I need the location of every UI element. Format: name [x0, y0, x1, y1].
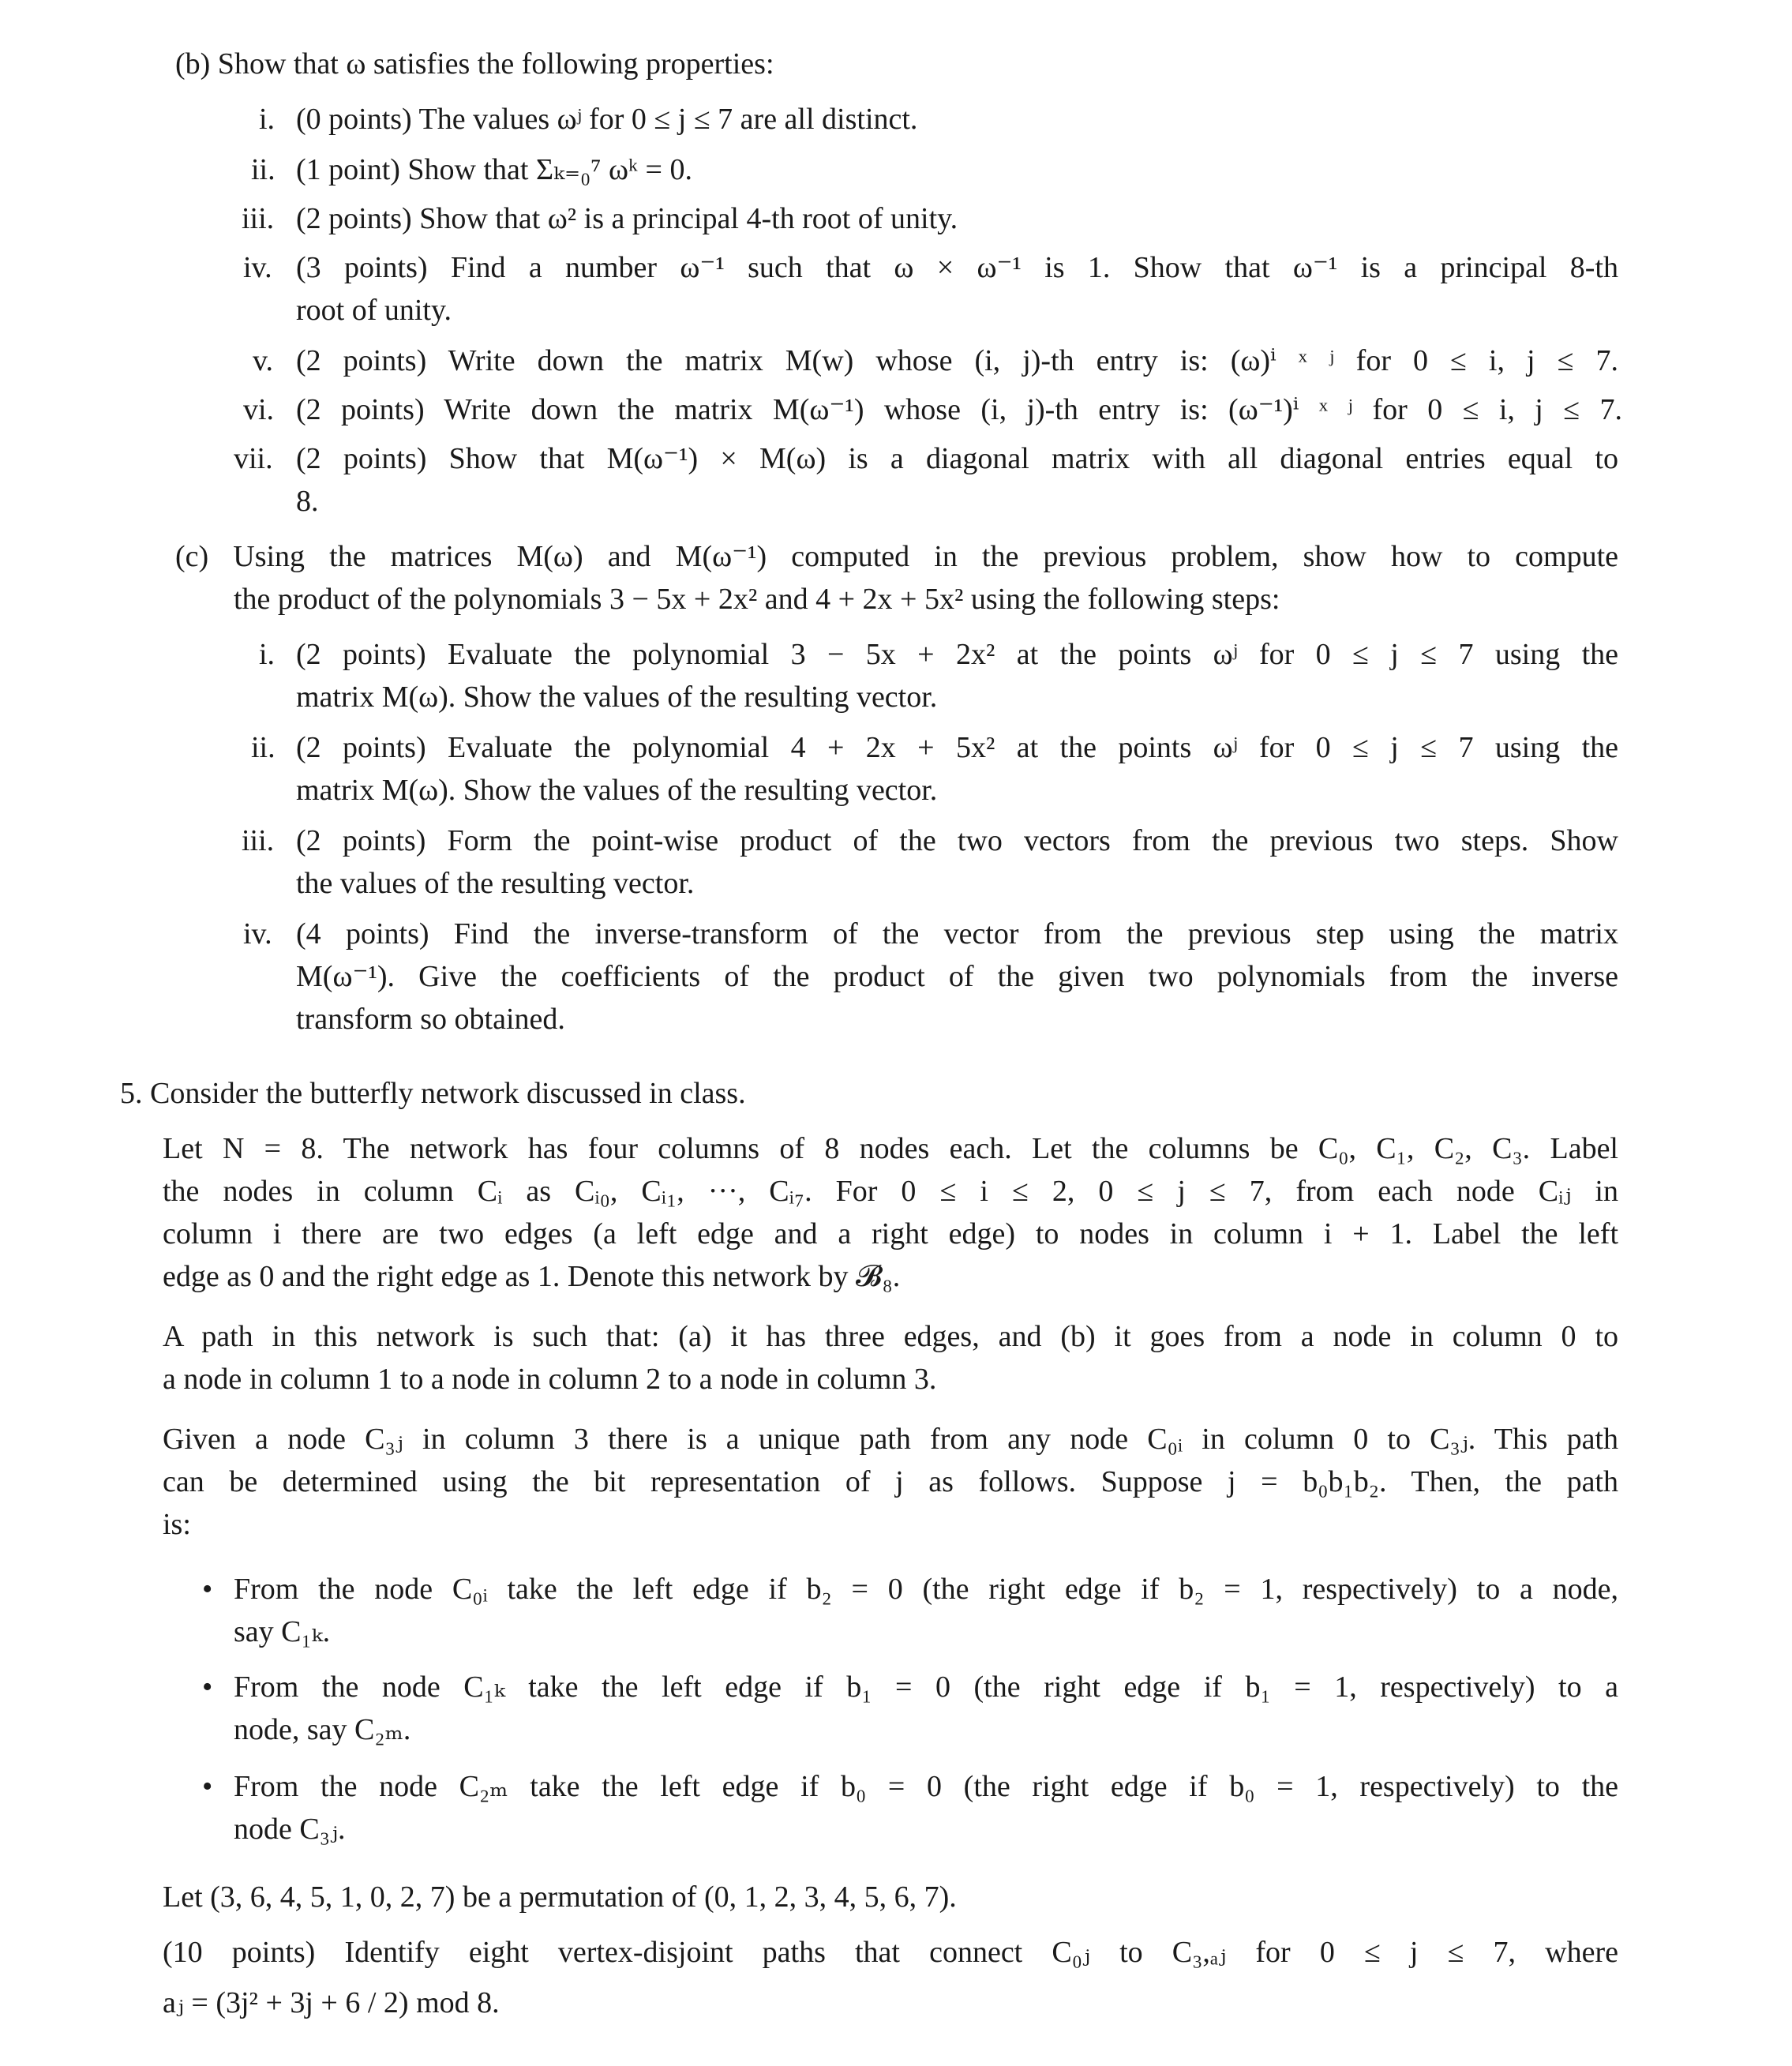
item-number: i. — [259, 103, 276, 136]
item-number: iv. — [243, 251, 272, 284]
bullet-marker: • — [202, 1670, 213, 1704]
item-text: (2 points) Write down the matrix M(w) whose (i, j)-th entry is: (ω)ⁱ ˣ ʲ for 0 ≤ i, j ≤ 7. — [296, 344, 1618, 377]
paragraph-line: Let N = 8. The network has four columns of 8 nodes each. Let the columns be C₀, C₁, C₂, C₃. Label — [163, 1132, 1618, 1165]
item-text: (2 points) Form the point-wise product of the two vectors from the previous two steps. Show — [296, 824, 1618, 857]
item-text: (3 points) Find a number ω⁻¹ such that ω × ω⁻¹ is 1. Show that ω⁻¹ is a principal 8-th — [296, 251, 1618, 284]
item-number: vi. — [243, 393, 275, 426]
bullet-text-continued: say C₁ₖ. — [234, 1615, 331, 1648]
paragraph-line: edge as 0 and the right edge as 1. Denote this network by 𝓑₈. — [163, 1260, 901, 1293]
item-text-continued: matrix M(ω). Show the values of the resulting vector. — [296, 681, 938, 714]
item-text-continued: root of unity. — [296, 294, 452, 327]
item-text: (1 point) Show that Σₖ₌₀⁷ ωᵏ = 0. — [296, 153, 692, 186]
paragraph-line: A path in this network is such that: (a) it has three edges, and (b) it goes from a node in column 0 to — [163, 1320, 1618, 1353]
bullet-marker: • — [202, 1573, 213, 1606]
item-number: iv. — [243, 917, 272, 951]
section-c-intro-continued: the product of the polynomials 3 − 5x + 2x² and 4 + 2x + 5x² using the following steps: — [234, 583, 1280, 616]
paragraph-line: (10 points) Identify eight vertex-disjoint paths that connect C₀ⱼ to C₃,ₐⱼ for 0 ≤ j ≤ 7, where — [163, 1936, 1618, 1969]
paragraph-line: Given a node C₃ⱼ in column 3 there is a unique path from any node C₀ᵢ in column 0 to C₃ⱼ. This path — [163, 1423, 1618, 1456]
item-text: (2 points) Evaluate the polynomial 3 − 5x + 2x² at the points ωʲ for 0 ≤ j ≤ 7 using the — [296, 638, 1618, 671]
item-number: v. — [253, 344, 274, 377]
bullet-marker: • — [202, 1770, 213, 1803]
item-text-continued: the values of the resulting vector. — [296, 867, 695, 900]
item-text: (4 points) Find the inverse-transform of the vector from the previous step using the matrix — [296, 917, 1618, 951]
paragraph-line: aⱼ = (3j² + 3j + 6 / 2) mod 8. — [163, 1986, 500, 2019]
paragraph-line: can be determined using the bit representation of j as follows. Suppose j = b₀b₁b₂. Then, the path — [163, 1465, 1618, 1498]
item-text: (2 points) Show that M(ω⁻¹) × M(ω) is a diagonal matrix with all diagonal entries equal to — [296, 442, 1618, 475]
paragraph-line: column i there are two edges (a left edge and a right edge) to nodes in column i + 1. Label the left — [163, 1217, 1618, 1250]
paragraph-line: the nodes in column Cᵢ as Cᵢ₀, Cᵢ₁, ···, Cᵢ₇. For 0 ≤ i ≤ 2, 0 ≤ j ≤ 7, from each node Cᵢⱼ in — [163, 1175, 1618, 1208]
item-text: (2 points) Show that ω² is a principal 4-th root of unity. — [296, 202, 958, 235]
item-number: i. — [259, 638, 276, 671]
paragraph-line: is: — [163, 1508, 191, 1541]
bullet-text: From the node C₁ₖ take the left edge if b₁ = 0 (the right edge if b₁ = 1, respectively) to a — [234, 1670, 1618, 1704]
bullet-text-continued: node, say C₂ₘ. — [234, 1713, 411, 1746]
item-number: ii. — [251, 731, 276, 764]
item-number: iii. — [242, 202, 275, 235]
bullet-text: From the node C₂ₘ take the left edge if b₀ = 0 (the right edge if b₀ = 1, respectively) to the — [234, 1770, 1618, 1803]
item-text-continued: M(ω⁻¹). Give the coefficients of the product of the given two polynomials from the inverse — [296, 960, 1618, 993]
item-text: (0 points) The values ωʲ for 0 ≤ j ≤ 7 are all distinct. — [296, 103, 918, 136]
bullet-text: From the node C₀ᵢ take the left edge if b₂ = 0 (the right edge if b₂ = 1, respectively) to a node, — [234, 1573, 1618, 1606]
paragraph-line: a node in column 1 to a node in column 2 to a node in column 3. — [163, 1363, 937, 1396]
section-c-intro: (c) Using the matrices M(ω) and M(ω⁻¹) computed in the previous problem, show how to compute — [175, 540, 1618, 573]
item-text-continued: matrix M(ω). Show the values of the resulting vector. — [296, 774, 938, 807]
item-text-continued: 8. — [296, 485, 319, 518]
item-number: ii. — [251, 153, 276, 186]
item-text: (2 points) Write down the matrix M(ω⁻¹) whose (i, j)-th entry is: (ω⁻¹)ⁱ ˣ ʲ for 0 ≤ i, j ≤ 7. — [296, 393, 1622, 426]
item-text-continued: transform so obtained. — [296, 1003, 565, 1036]
item-number: vii. — [234, 442, 273, 475]
item-text: (2 points) Evaluate the polynomial 4 + 2x + 5x² at the points ωʲ for 0 ≤ j ≤ 7 using the — [296, 731, 1618, 764]
section-b-intro: (b) Show that ω satisfies the following properties: — [175, 47, 774, 81]
paragraph-line: Let (3, 6, 4, 5, 1, 0, 2, 7) be a permutation of (0, 1, 2, 3, 4, 5, 6, 7). — [163, 1880, 957, 1914]
problem-5-heading: 5. Consider the butterfly network discussed in class. — [120, 1077, 746, 1110]
bullet-text-continued: node C₃ⱼ. — [234, 1813, 346, 1846]
item-number: iii. — [242, 824, 275, 857]
